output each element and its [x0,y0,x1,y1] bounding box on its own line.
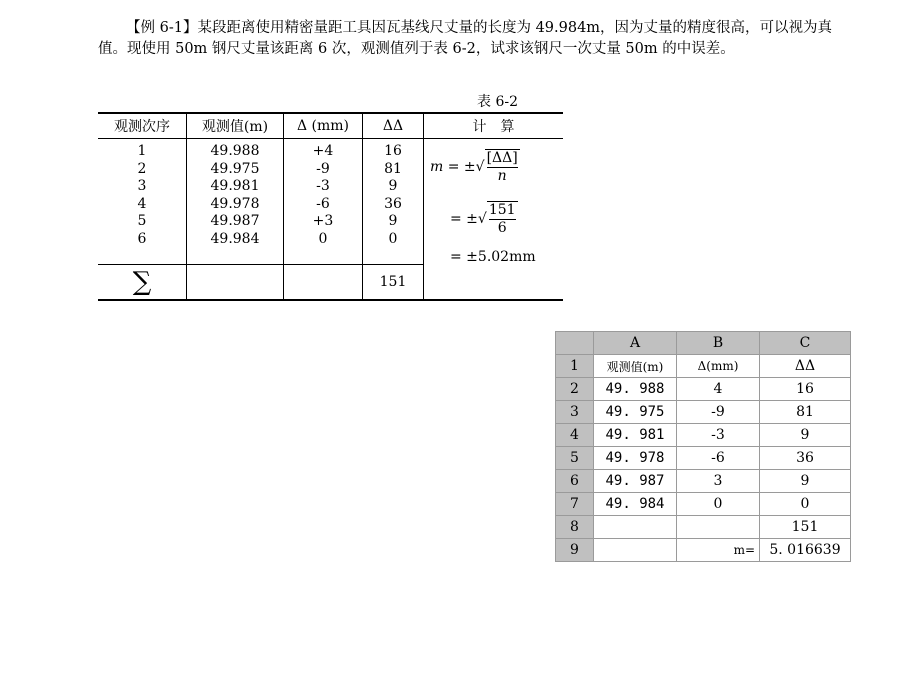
spreadsheet-row [556,424,851,447]
cell-a[interactable] [594,516,677,539]
row-header[interactable]: 3 [556,401,594,424]
header-order: 观测次序 [98,113,187,139]
numerator: 151 [488,202,516,218]
header-delta: Δ (mm) [284,113,363,139]
cell: 6 [137,230,147,247]
calculation-cell [424,139,564,301]
cell-b[interactable]: 0 [677,493,760,516]
cell: +3 [312,213,334,229]
row-header[interactable]: 6 [556,470,594,493]
cell: 49.975 [210,160,260,177]
order-column [98,139,187,265]
cell-b[interactable]: Δ(mm) [677,355,760,378]
cell-a[interactable]: 49. 981 [594,424,677,447]
cell: 2 [137,160,147,177]
formula-eq: = ± [450,211,478,227]
column-header-row [556,332,851,355]
observation-table [98,112,563,301]
denominator: 6 [497,220,507,236]
header-value: 观测值(m) [187,113,284,139]
spreadsheet-row [556,539,851,562]
cell: 16 [384,143,402,159]
cell: -6 [316,195,330,212]
cell-b[interactable]: 3 [677,470,760,493]
spreadsheet-row [556,378,851,401]
cell-c[interactable]: ΔΔ [760,355,851,378]
cell: 49.978 [210,195,260,212]
cell: 1 [137,143,147,159]
cell: 9 [388,213,398,229]
cell-a[interactable]: 49. 988 [594,378,677,401]
spreadsheet-row [556,470,851,493]
cell-c[interactable]: 151 [760,516,851,539]
cell: 5 [137,213,147,229]
column-header-c[interactable]: C [760,332,851,355]
sqrt-icon: √ [477,211,487,227]
spreadsheet-row [556,401,851,424]
cell: 3 [137,178,147,194]
sum-symbol: ∑ [98,265,187,301]
cell: +4 [312,143,334,159]
row-header[interactable]: 5 [556,447,594,470]
row-header[interactable]: 7 [556,493,594,516]
spreadsheet-grid[interactable] [555,331,851,562]
cell-c[interactable]: 0 [760,493,851,516]
header-dd: ΔΔ [363,113,424,139]
cell-b[interactable]: 4 [677,378,760,401]
row-header[interactable]: 8 [556,516,594,539]
problem-paragraph: 【例 6-1】某段距离使用精密量距工具因瓦基线尺丈量的长度为 49.984m，因为丈量的精度很高，可以视为真值。现使用 50m 钢尺丈量该距离 6 次，观测值列于表 6-2，试求该钢尺一次丈量 50m 的中误差。 [98,20,833,57]
cell: 4 [137,195,147,212]
spreadsheet-row [556,447,851,470]
delta-column [284,139,363,265]
header-calc: 计 算 [424,113,564,139]
cell: 81 [384,160,402,177]
cell: 49.984 [210,230,260,247]
select-all-corner[interactable] [556,332,594,355]
cell: -9 [316,160,330,177]
cell-c[interactable]: 81 [760,401,851,424]
sum-value: 151 [363,265,424,301]
cell-c[interactable]: 5. 016639 [760,539,851,562]
cell-a[interactable]: 49. 978 [594,447,677,470]
cell-b[interactable]: -6 [677,447,760,470]
formula-result: = ±5.02mm [450,249,536,265]
sum-empty [284,265,363,301]
denominator: n [497,168,507,184]
cell-a[interactable]: 49. 984 [594,493,677,516]
table-header-row [98,113,563,139]
cell: 49.987 [210,213,260,229]
spreadsheet-row [556,355,851,378]
cell-c[interactable]: 9 [760,424,851,447]
row-header[interactable]: 1 [556,355,594,378]
cell-c[interactable]: 36 [760,447,851,470]
cell: -3 [316,178,330,194]
cell-b[interactable]: m= [677,539,760,562]
formula-general [430,149,520,185]
cell: 0 [318,230,328,247]
sum-empty [187,265,284,301]
spreadsheet-row [556,493,851,516]
row-header[interactable]: 2 [556,378,594,401]
value-column [187,139,284,265]
cell-a[interactable]: 观测值(m) [594,355,677,378]
cell: 0 [388,230,398,247]
row-header[interactable]: 4 [556,424,594,447]
dd-column [363,139,424,265]
cell: 49.981 [210,178,260,194]
cell-b[interactable]: -3 [677,424,760,447]
cell-a[interactable]: 49. 975 [594,401,677,424]
cell: 49.988 [210,143,260,159]
spreadsheet-row [556,516,851,539]
formula-lhs: m = ± [430,159,476,175]
row-header[interactable]: 9 [556,539,594,562]
fraction [487,201,518,237]
cell-a[interactable]: 49. 987 [594,470,677,493]
cell: 9 [388,178,398,194]
sqrt-icon: √ [475,159,485,175]
numerator: [ΔΔ] [486,150,518,166]
table-body-row [98,139,563,265]
cell-c[interactable]: 9 [760,470,851,493]
column-header-a[interactable]: A [594,332,677,355]
fraction [485,149,520,185]
cell-a[interactable] [594,539,677,562]
cell-b[interactable]: -9 [677,401,760,424]
formula-substituted [450,201,518,237]
table-caption: 表 6-2 [477,94,518,110]
cell-c[interactable]: 16 [760,378,851,401]
column-header-b[interactable]: B [677,332,760,355]
cell-b[interactable] [677,516,760,539]
cell: 36 [384,195,402,212]
